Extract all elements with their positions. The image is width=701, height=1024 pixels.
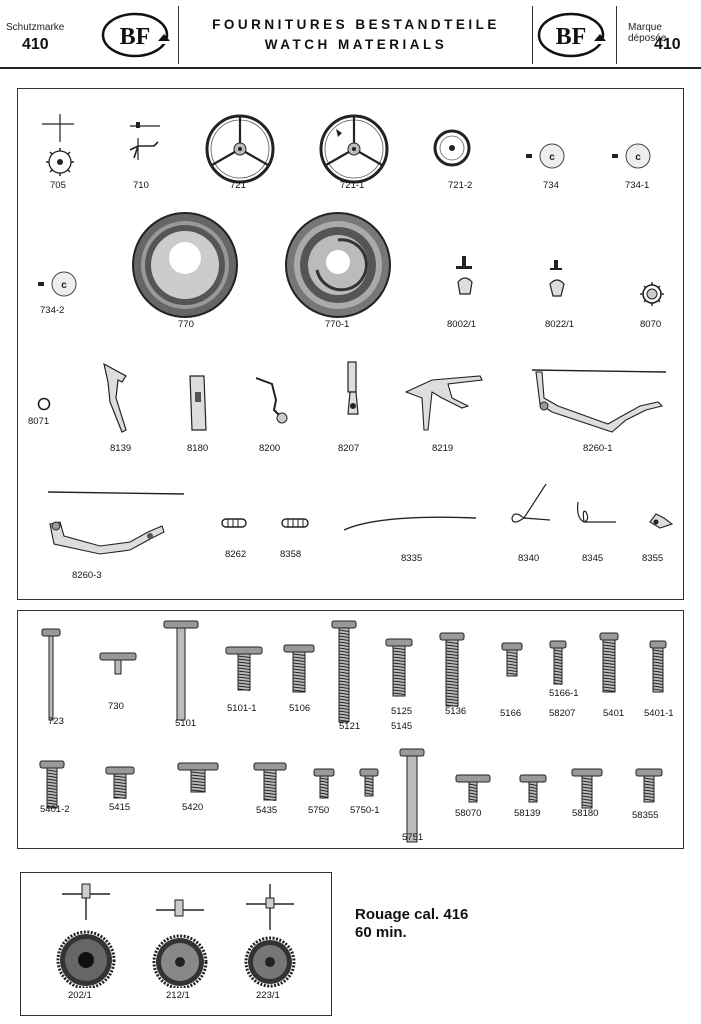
part-label: 58180: [572, 808, 599, 819]
logo-right-text: BF: [555, 24, 587, 50]
setting-spring-stud-part: [544, 258, 570, 304]
part-label: 5136: [445, 706, 467, 717]
part-label: 202/1: [68, 990, 92, 1001]
part-label: 8022/1: [545, 319, 575, 330]
part-label: 5101: [175, 718, 197, 729]
part-label: 734-1: [625, 180, 650, 191]
header-title-line2: WATCH MATERIALS: [264, 37, 448, 52]
screw-part: [358, 768, 380, 798]
part-label: 770: [178, 319, 194, 330]
part-label: 710: [133, 180, 149, 191]
part-label: 705: [50, 180, 66, 191]
screw-part: [224, 646, 264, 692]
screw-part: [500, 642, 524, 678]
screw-part: [398, 748, 426, 844]
page-header: [0, 0, 701, 68]
third-wheel-part: [150, 880, 210, 988]
part-label: 58355: [632, 810, 659, 821]
setting-wheel-bridge-part: [186, 372, 210, 434]
part-label: 8070: [640, 319, 662, 330]
part-label: 8002/1: [447, 319, 477, 330]
part-label: 8335: [401, 553, 423, 564]
train-bridge-lever-part: [522, 360, 672, 440]
part-label: 5125: [391, 706, 413, 717]
part-label: 721-1: [340, 180, 365, 191]
part-label: 8358: [280, 549, 302, 560]
setting-lever-stud-part: [452, 254, 478, 302]
part-label: 5420: [182, 802, 204, 813]
trademark-label: Schutzmarke: [6, 22, 65, 33]
wire-spring-part: [340, 510, 480, 534]
bridge-lever-variant-part: [40, 484, 190, 568]
part-label: 5751: [402, 832, 424, 843]
click-spring-part: [252, 372, 296, 432]
bf-logo-right: [536, 10, 606, 60]
part-label: 721: [230, 180, 246, 191]
part-label: 734: [543, 180, 559, 191]
header-rule: [0, 67, 701, 69]
part-label: 58070: [455, 808, 482, 819]
part-label: 770-1: [325, 319, 350, 330]
stud-ring-variant-part: [610, 142, 654, 172]
mainspring-variant-part: [283, 210, 393, 320]
gear-train-title: Rouage cal. 416: [355, 906, 469, 923]
right-catalog-number: 410: [654, 36, 681, 53]
header-divider-far-right: [616, 6, 617, 64]
part-label: 58139: [514, 808, 541, 819]
screw-part: [518, 774, 548, 804]
svg-text:c: c: [549, 152, 555, 163]
part-label: 8200: [259, 443, 281, 454]
screw-part: [634, 768, 664, 804]
setting-lever-part: [340, 358, 366, 438]
part-label: 721-2: [448, 180, 473, 191]
detent-spring-part: [646, 510, 674, 532]
part-label: 8260-1: [583, 443, 613, 454]
coil-spring-part: [220, 516, 248, 530]
coil-spring-long-part: [280, 516, 310, 530]
left-catalog-number: 410: [22, 36, 49, 53]
pallet-fork-part: [124, 116, 164, 166]
balance-spring-part: [432, 128, 472, 168]
part-label: 212/1: [166, 990, 190, 1001]
part-label: 5750-1: [350, 805, 380, 816]
part-label: 5106: [289, 703, 311, 714]
screw-part: [384, 638, 414, 698]
part-label: 5415: [109, 802, 131, 813]
part-label: 730: [108, 701, 124, 712]
part-label: 8180: [187, 443, 209, 454]
screw-part: [570, 768, 604, 810]
escape-wheel-part: [38, 112, 82, 182]
header-divider-left: [178, 6, 179, 64]
part-label: 5121: [339, 721, 361, 732]
part-label: 8355: [642, 553, 664, 564]
bf-logo-left: [100, 10, 170, 60]
logo-left-text: BF: [119, 24, 151, 50]
part-label: 58207: [549, 708, 576, 719]
part-label: 5145: [391, 721, 413, 732]
registered-label: Marque déposée: [628, 22, 667, 44]
gear-train-subtitle: 60 min.: [355, 924, 407, 941]
screw-part: [312, 768, 336, 800]
fourth-wheel-part: [240, 880, 300, 988]
part-label: 8345: [582, 553, 604, 564]
screw-part: [454, 774, 492, 804]
screw-part: [176, 762, 220, 794]
part-label: 8262: [225, 549, 247, 560]
part-label: 8207: [338, 443, 360, 454]
screw-part: [162, 620, 200, 722]
svg-text:c: c: [61, 280, 67, 291]
screw-part: [104, 766, 136, 800]
part-label: 8139: [110, 443, 132, 454]
balance-wheel-part: [204, 113, 276, 185]
mainspring-part: [130, 210, 240, 320]
screw-part: [438, 632, 466, 708]
part-label: 5166: [500, 708, 522, 719]
part-label: 8071: [28, 416, 50, 427]
screw-part: [648, 640, 668, 694]
screw-part: [598, 632, 620, 694]
header-title-line1: FOURNITURES BESTANDTEILE: [212, 17, 500, 32]
screw-part: [548, 640, 568, 686]
part-label: 5401-2: [40, 804, 70, 815]
screw-part: [38, 760, 66, 810]
yoke-part: [96, 358, 136, 438]
screw-part: [40, 628, 62, 722]
part-label: 8340: [518, 553, 540, 564]
center-wheel-part: [56, 880, 116, 988]
washer-part: [36, 396, 52, 412]
balance-wheel-variant-part: [318, 113, 390, 185]
screw-part: [282, 644, 316, 694]
part-label: 5401: [603, 708, 625, 719]
ratchet-wheel-part: [638, 280, 666, 308]
screw-part: [330, 620, 358, 724]
svg-text:c: c: [635, 152, 641, 163]
part-label: 5101-1: [227, 703, 257, 714]
part-label: 5401-1: [644, 708, 674, 719]
screw-part: [252, 762, 288, 802]
part-label: 5750: [308, 805, 330, 816]
part-label: 723: [48, 716, 64, 727]
stud-ring-part: [524, 142, 568, 172]
part-label: 8219: [432, 443, 454, 454]
part-label: 5166-1: [549, 688, 579, 699]
part-label: 223/1: [256, 990, 280, 1001]
part-label: 5435: [256, 805, 278, 816]
header-divider-right: [532, 6, 533, 64]
clutch-lever-part: [402, 372, 486, 436]
hairpin-spring-part: [506, 480, 552, 530]
part-label: 8260-3: [72, 570, 102, 581]
return-spring-part: [572, 498, 618, 534]
part-label: 734-2: [40, 305, 65, 316]
screw-part: [98, 652, 138, 676]
stud-ring-small-part: [36, 270, 80, 300]
